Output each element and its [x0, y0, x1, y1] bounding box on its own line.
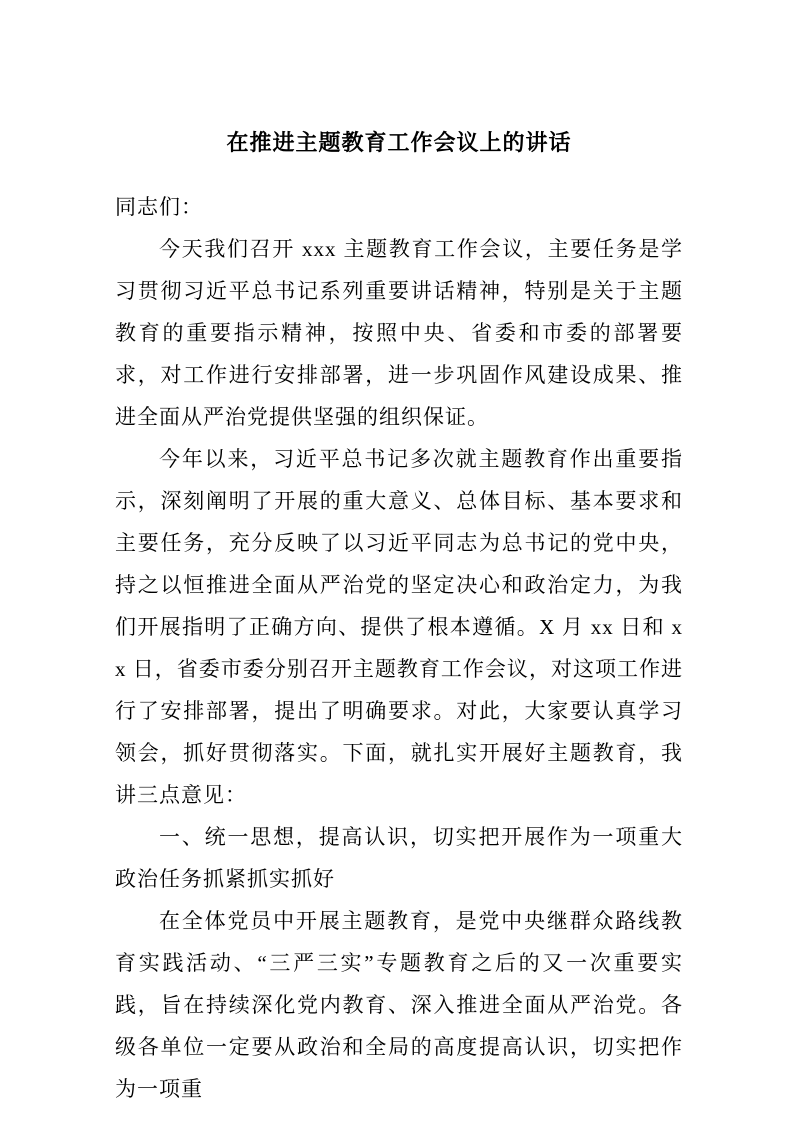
document-body — [115, 186, 683, 1110]
paragraph-opening: 今天我们召开 xxx 主题教育工作会议，主要任务是学习贯彻习近平总书记系列重要讲话精神，特别是关于主题教育的重要指示精神，按照中央、省委和市委的部署要求，对工作进行安排部署，进一步巩固作风建设成果、推进全面从严治党提供坚强的组织保证。 — [115, 237, 683, 429]
document-title: 在推进主题教育工作会议上的讲话 — [226, 130, 572, 155]
salutation-line: 同志们： — [115, 195, 203, 219]
paragraph-section-one-body: 在全体党员中开展主题教育，是党中央继群众路线教育实践活动、“三严三实”专题教育之后的又一次重要实践，旨在持续深化党内教育、深入推进全面从严治党。各级各单位一定要从政治和全局的高度提高认识，切实把作为一项重 — [115, 909, 683, 1101]
section-heading-one: 一、统一思想，提高认识，切实把开展作为一项重大政治任务抓紧抓实抓好 — [115, 825, 683, 891]
paragraph-background: 今年以来，习近平总书记多次就主题教育作出重要指示，深刻阐明了开展的重大意义、总体目标、基本要求和主要任务，充分反映了以习近平同志为总书记的党中央，持之以恒推进全面从严治党的坚定决心和政治定力，为我们开展指明了正确方向、提供了根本遵循。X 月 xx 日和 xx 日，省委市委分别召开主题教育工作会议，对这项工作进行了安排部署，提出了明确要求。对此，大家要认真学习领会，抓好贯彻落实。下面，就扎实开展好主题教育，我讲三点意见： — [115, 447, 683, 807]
